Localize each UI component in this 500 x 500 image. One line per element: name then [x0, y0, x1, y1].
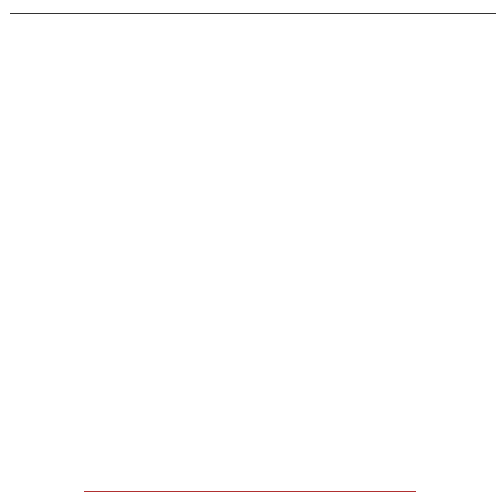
footer-rule — [84, 491, 416, 492]
running-header — [10, 0, 496, 14]
page-footer — [84, 484, 416, 498]
